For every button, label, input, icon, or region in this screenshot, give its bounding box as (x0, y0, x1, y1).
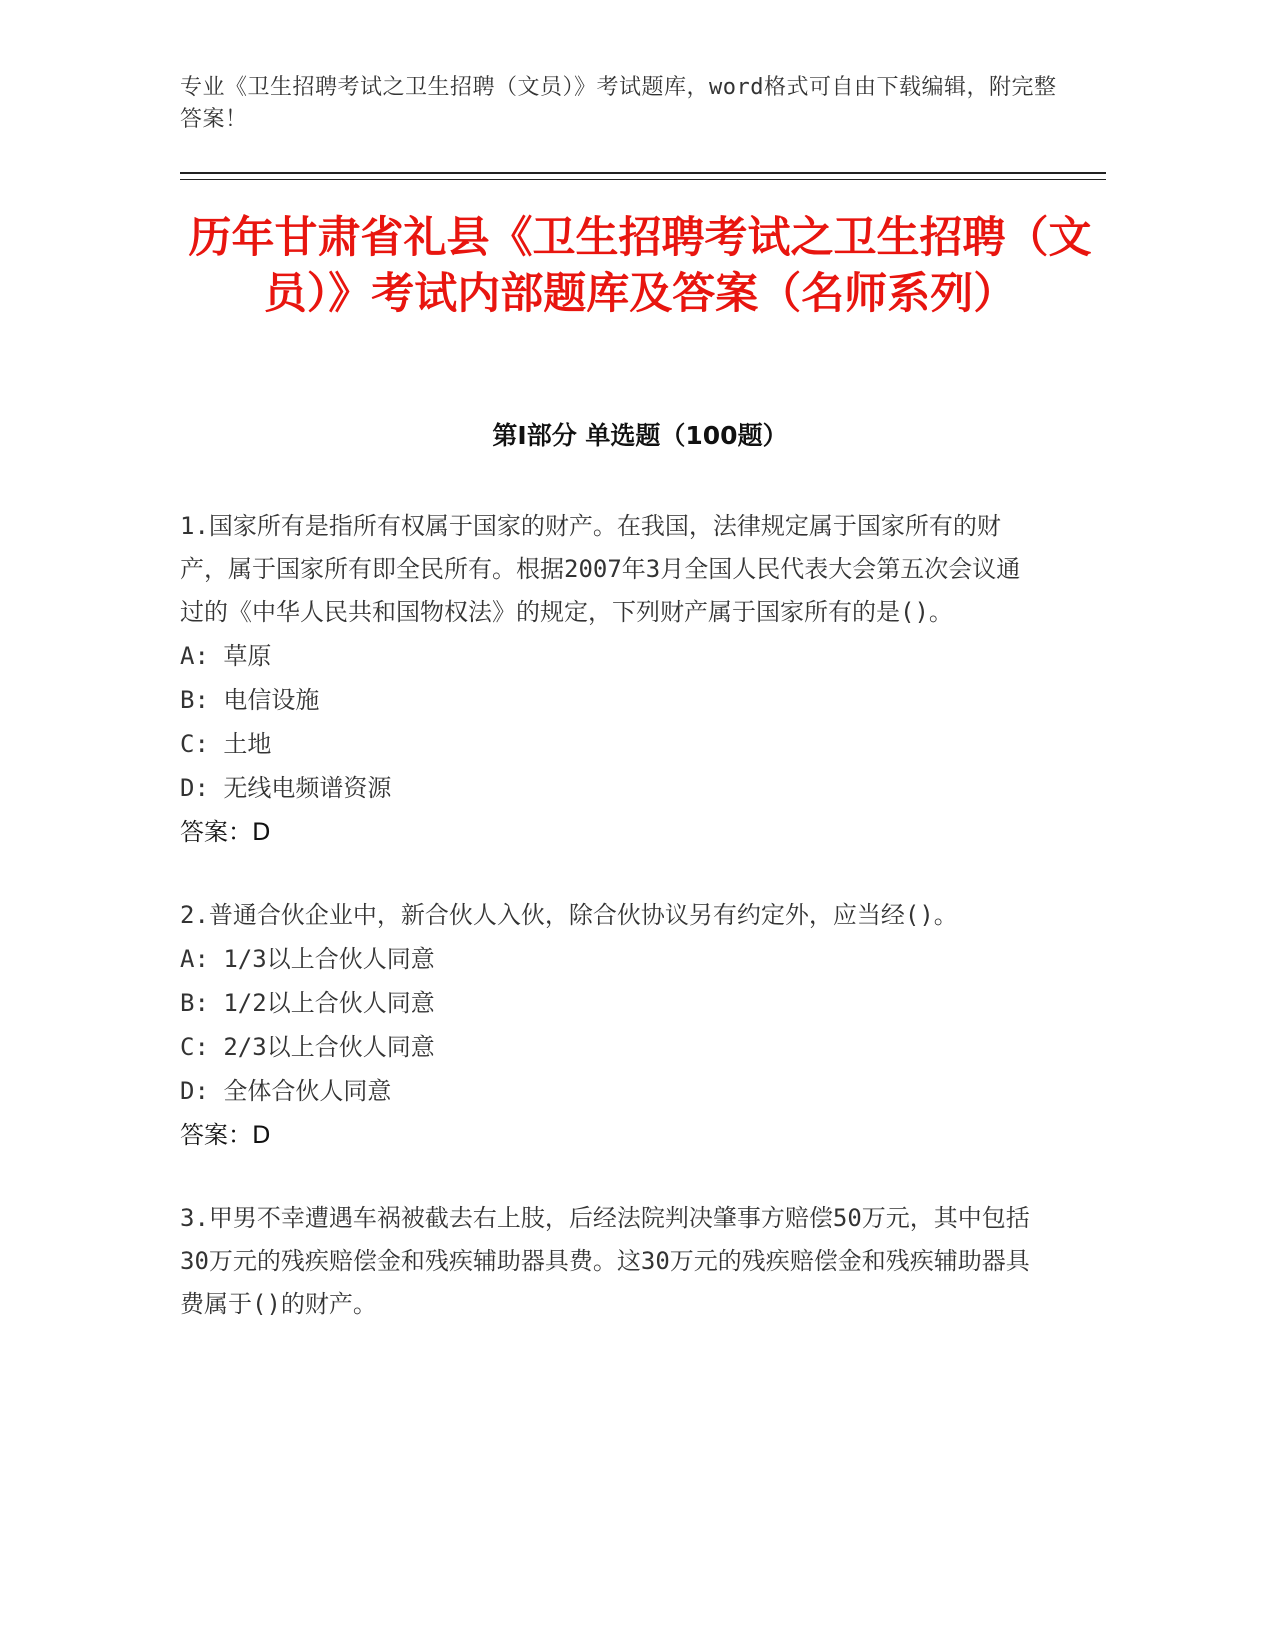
option-d: D: 无线电频谱资源 (180, 774, 392, 802)
question-1 (180, 505, 1040, 854)
option-a: A: 1/3以上合伙人同意 (180, 945, 435, 973)
question-stem: 1.国家所有是指所有权属于国家的财产。在我国，法律规定属于国家所有的财产，属于国家所有即全民所有。根据2007年3月全国人民代表大会第五次会议通过的《中华人民共和国物权法》的规定，下列财产属于国家所有的是()。 (180, 512, 1021, 626)
option-b: B: 电信设施 (180, 686, 320, 714)
option-a: A: 草原 (180, 642, 272, 670)
option-c: C: 土地 (180, 730, 272, 758)
answer-line: 答案：D (180, 818, 271, 846)
option-d: D: 全体合伙人同意 (180, 1077, 392, 1105)
header-note: 专业《卫生招聘考试之卫生招聘（文员）》考试题库，word格式可自由下载编辑，附完整答案！ (180, 75, 1057, 132)
section-heading: 第I部分 单选题（100题） (492, 421, 788, 450)
question-stem: 3.甲男不幸遭遇车祸被截去右上肢，后经法院判决肇事方赔偿50万元，其中包括30万元的残疾赔偿金和残疾辅助器具费。这30万元的残疾赔偿金和残疾辅助器具费属于()的财产。 (180, 1204, 1030, 1318)
question-2 (180, 894, 1040, 1157)
question-stem: 2.普通合伙企业中，新合伙人入伙，除合伙协议另有约定外，应当经()。 (180, 901, 958, 929)
header-divider-thick (180, 172, 1106, 174)
document-title: 历年甘肃省礼县《卫生招聘考试之卫生招聘（文员）》考试内部题库及答案（名师系列） (188, 213, 1092, 319)
question-list (180, 505, 1040, 1366)
option-b: B: 1/2以上合伙人同意 (180, 989, 435, 1017)
option-c: C: 2/3以上合伙人同意 (180, 1033, 435, 1061)
answer-line: 答案：D (180, 1121, 271, 1149)
header-divider-thin (180, 179, 1106, 180)
question-3 (180, 1197, 1040, 1326)
